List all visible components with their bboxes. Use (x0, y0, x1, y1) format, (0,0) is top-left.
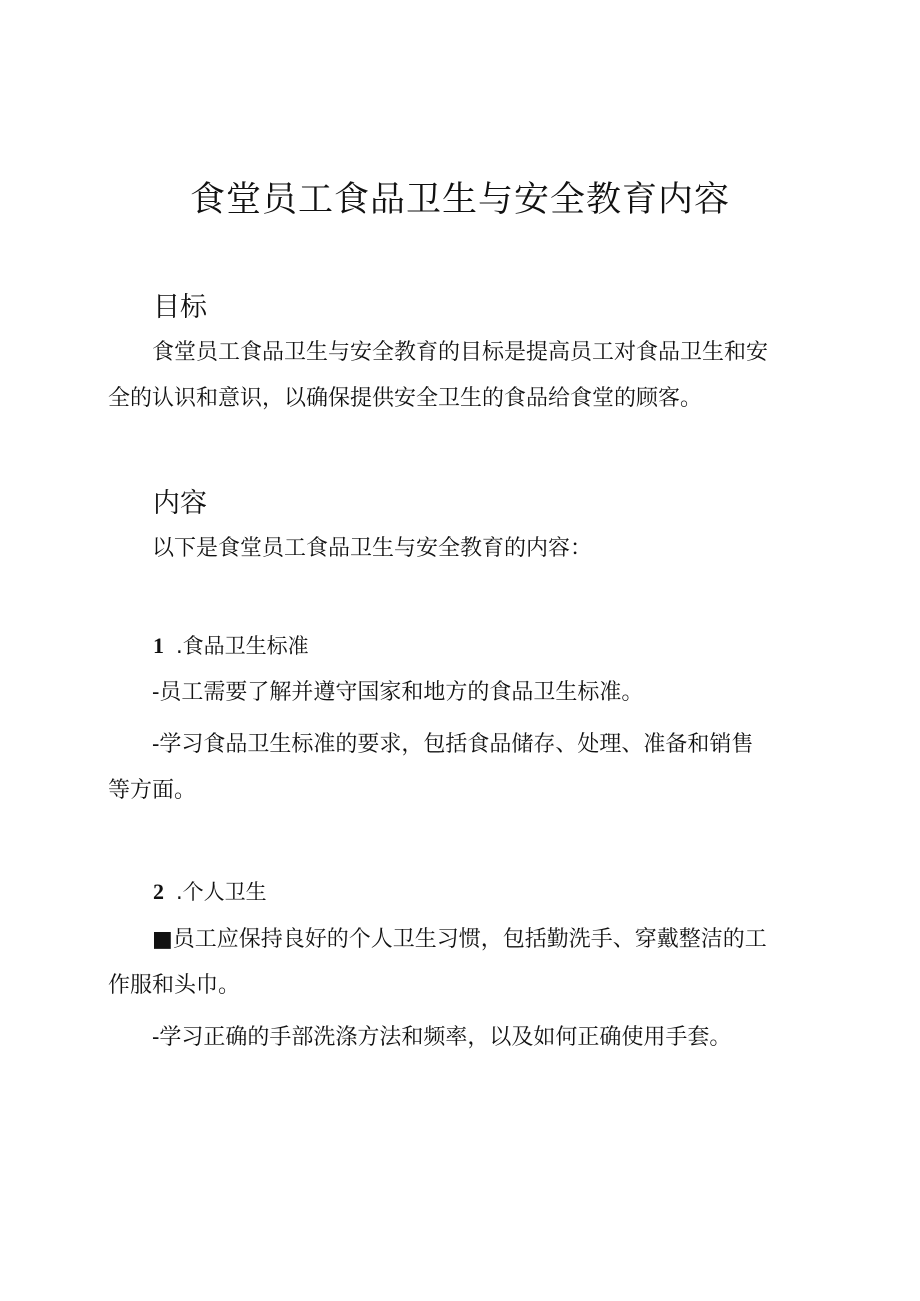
document-title: 食堂员工食品卫生与安全教育内容 (189, 180, 730, 220)
personal-hygiene-item-2 (108, 1015, 813, 1061)
food-standards-item-2 (108, 722, 813, 814)
section-heading-goal: 目标 (153, 292, 207, 323)
subsection-heading-personal-hygiene (153, 876, 267, 906)
subsection-number: 2 (153, 879, 164, 904)
paragraph-line: 食堂员工食品卫生与安全教育的目标是提高员工对食品卫生和安 (152, 340, 769, 365)
subsection-number: 1 (153, 633, 164, 658)
item-line: -学习食品卫生标准的要求，包括食品储存、处理、准备和销售 (152, 732, 754, 757)
subsection-title: .个人卫生 (176, 880, 267, 904)
item-line: -员工需要了解并遵守国家和地方的食品卫生标准。 (152, 680, 644, 705)
paragraph-line: 全的认识和意识，以确保提供安全卫生的食品给食堂的顾客。 (108, 386, 703, 411)
goal-paragraph (108, 330, 813, 422)
food-standards-item-1 (108, 670, 813, 716)
item-line: 作服和头巾。 (108, 973, 241, 998)
personal-hygiene-item-1 (108, 917, 813, 1009)
item-line: -学习正确的手部洗涤方法和频率，以及如何正确使用手套。 (152, 1025, 732, 1050)
subsection-heading-food-standards (153, 630, 309, 660)
paragraph-line: 以下是食堂员工食品卫生与安全教育的内容： (152, 536, 593, 561)
section-heading-content: 内容 (153, 488, 207, 519)
item-line: 等方面。 (108, 778, 197, 803)
item-line: ■员工应保持良好的个人卫生习惯，包括勤洗手、穿戴整洁的工 (152, 927, 767, 952)
content-paragraph (108, 526, 813, 572)
subsection-title: .食品卫生标准 (176, 634, 309, 658)
